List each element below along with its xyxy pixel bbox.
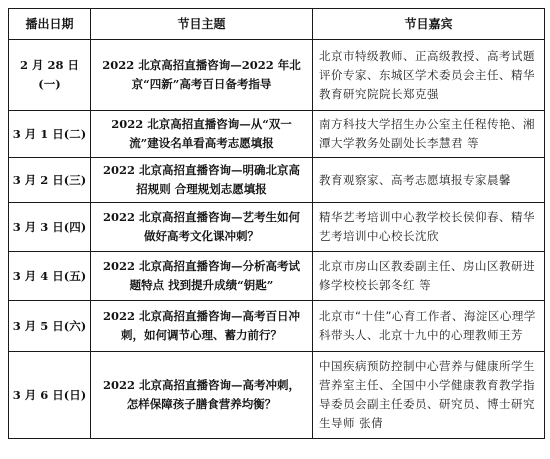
table-header-row bbox=[9, 9, 545, 40]
program-topic-cell: 2022 北京高招直播咨询—高考百日冲刺，如何调节心理、蓄力前行？ bbox=[91, 301, 313, 352]
table-row bbox=[9, 40, 545, 111]
broadcast-date-cell: 3 月 3 日(四) bbox=[9, 203, 91, 252]
broadcast-date-cell: 3 月 6 日(日) bbox=[9, 352, 91, 439]
broadcast-date-cell: 3 月 4 日(五) bbox=[9, 252, 91, 301]
program-guest-cell: 精华艺考培训中心教学校长侯仰春、精华艺考培训中心校长沈欣 bbox=[313, 203, 545, 252]
program-guest-cell: 南方科技大学招生办公室主任程传艳、湘潭大学教务处副处长李慧君 等 bbox=[313, 111, 545, 158]
program-topic-cell: 2022 北京高招直播咨询—2022 年北京“四新”高考百日备考指导 bbox=[91, 40, 313, 111]
schedule-sheet bbox=[8, 8, 544, 439]
program-guest-cell: 北京市特级教师、正高级教授、高考试题评价专家、东城区学术委员会主任、精华教育研究院院长郑克强 bbox=[313, 40, 545, 111]
header-broadcast-date: 播出日期 bbox=[9, 9, 91, 40]
table-row bbox=[9, 352, 545, 439]
table-row bbox=[9, 252, 545, 301]
program-topic-cell: 2022 北京高招直播咨询—明确北京高招规则 合理规划志愿填报 bbox=[91, 158, 313, 203]
program-guest-cell: 北京市“十佳”心育工作者、海淀区心理学科带头人、北京十九中的心理教师王芳 bbox=[313, 301, 545, 352]
program-guest-cell: 中国疾病预防控制中心营养与健康所学生营养室主任、全国中小学健康教育教学指导委员会副主任委员、研究员、博士研究生导师 张倩 bbox=[313, 352, 545, 439]
header-program-guest: 节目嘉宾 bbox=[313, 9, 545, 40]
program-guest-cell: 北京市房山区教委副主任、房山区教研进修学校校长郭冬红 等 bbox=[313, 252, 545, 301]
broadcast-date-cell: 2 月 28 日(一) bbox=[9, 40, 91, 111]
program-topic-cell: 2022 北京高招直播咨询—从“双一流”建设名单看高考志愿填报 bbox=[91, 111, 313, 158]
program-topic-cell: 2022 北京高招直播咨询—分析高考试题特点 找到提升成绩“钥匙” bbox=[91, 252, 313, 301]
broadcast-date-cell: 3 月 5 日(六) bbox=[9, 301, 91, 352]
table-row bbox=[9, 158, 545, 203]
program-guest-cell: 教育观察家、高考志愿填报专家晨馨 bbox=[313, 158, 545, 203]
broadcast-date-cell: 3 月 1 日(二) bbox=[9, 111, 91, 158]
broadcast-schedule-table bbox=[8, 8, 545, 439]
broadcast-date-cell: 3 月 2 日(三) bbox=[9, 158, 91, 203]
table-row bbox=[9, 111, 545, 158]
header-program-topic: 节目主题 bbox=[91, 9, 313, 40]
table-row bbox=[9, 301, 545, 352]
table-row bbox=[9, 203, 545, 252]
program-topic-cell: 2022 北京高招直播咨询—高考冲刺，怎样保障孩子膳食营养均衡？ bbox=[91, 352, 313, 439]
program-topic-cell: 2022 北京高招直播咨询—艺考生如何做好高考文化课冲刺？ bbox=[91, 203, 313, 252]
